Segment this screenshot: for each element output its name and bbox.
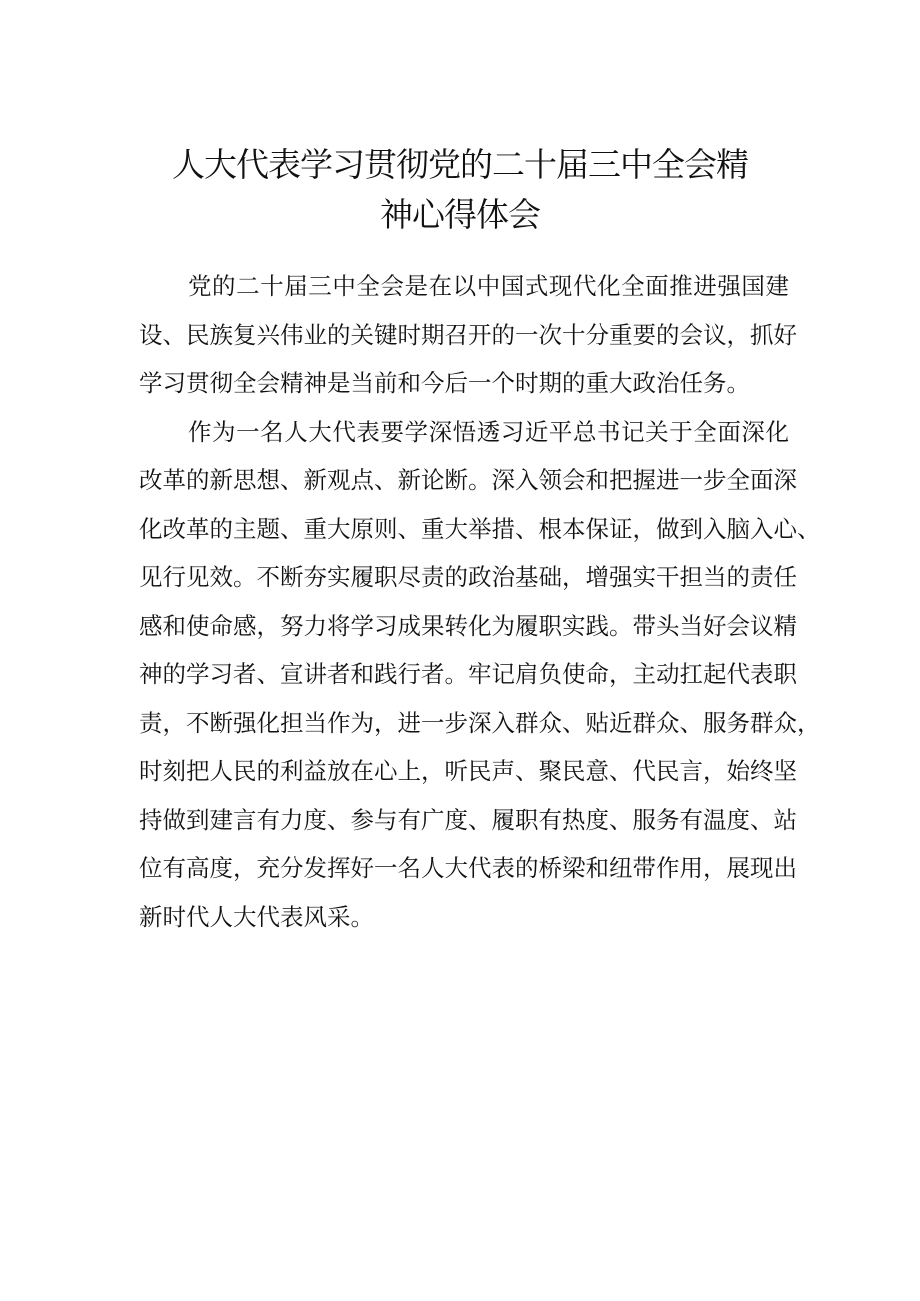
- paragraph-line: 作为一名人大代表要学深悟透习近平总书记关于全面深化: [188, 417, 789, 446]
- paragraph-line: 感和使命感，努力将学习成果转化为履职实践。带头当好会议精: [139, 611, 797, 640]
- paragraph-line: 新时代人大代表风采。: [139, 902, 374, 931]
- paragraph-line: 时刻把人民的利益放在心上，听民声、聚民意、代民言，始终坚: [139, 757, 797, 785]
- paragraph-line: 位有高度，充分发挥好一名人大代表的桥梁和纽带作用，展现出: [139, 854, 797, 882]
- paragraph-line: 持做到建言有力度、参与有广度、履职有热度、服务有温度、站: [139, 805, 797, 834]
- paragraph-1: [139, 262, 797, 408]
- paragraph-line: 责，不断强化担当作为，进一步深入群众、贴近群众、服务群众，: [139, 708, 821, 737]
- paragraph-line: 学习贯彻全会精神是当前和今后一个时期的重大政治任务。: [139, 369, 750, 397]
- document-body: [139, 262, 821, 941]
- paragraph-line: 党的二十届三中全会是在以中国式现代化全面推进强国建: [188, 272, 789, 300]
- document-title: [140, 140, 780, 240]
- paragraph-line: 神的学习者、宣讲者和践行者。牢记肩负使命，主动扛起代表职: [139, 660, 797, 688]
- title-line-1: 人大代表学习贯彻党的二十届三中全会精: [172, 145, 748, 184]
- paragraph-line: 见行见效。不断夯实履职尽责的政治基础，增强实干担当的责任: [139, 563, 797, 591]
- title-line-2: 神心得体会: [380, 195, 540, 234]
- paragraph-line: 改革的新思想、新观点、新论断。深入领会和把握进一步全面深: [139, 466, 797, 494]
- paragraph-line: 设、民族复兴伟业的关键时期召开的一次十分重要的会议，抓好: [139, 320, 797, 349]
- paragraph-line: 化改革的主题、重大原则、重大举措、根本保证，做到入脑入心、: [139, 514, 821, 543]
- paragraph-2: [139, 408, 821, 942]
